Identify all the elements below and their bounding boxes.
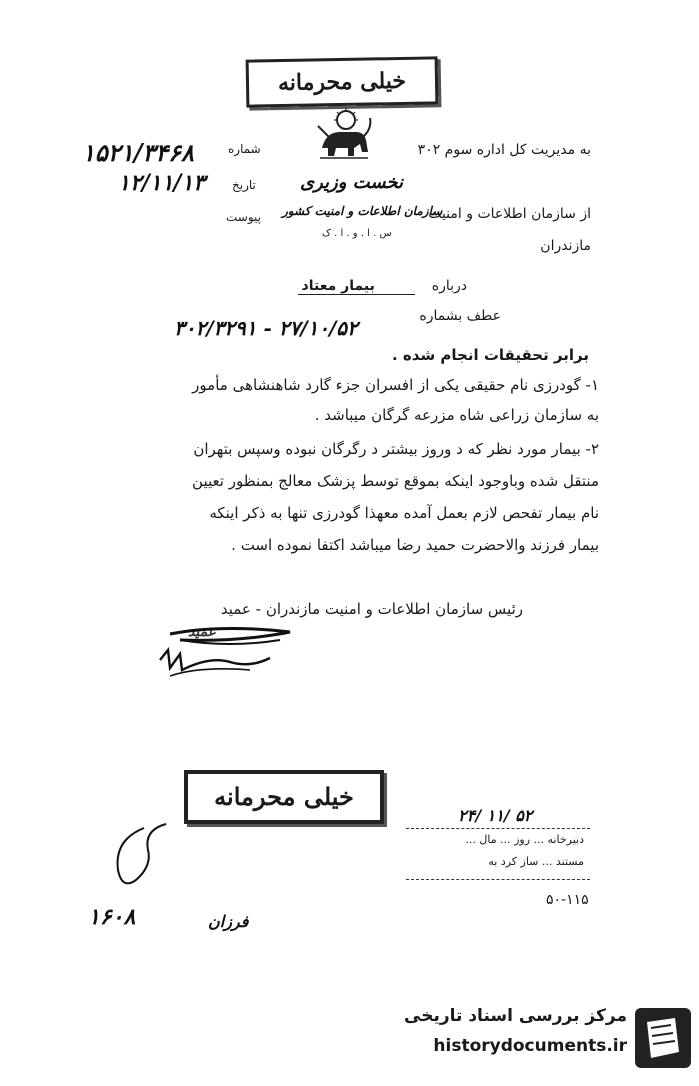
bottom-confidential-stamp <box>184 770 384 824</box>
bottom-handwritten-number: ۱۶۰۸ <box>88 904 136 930</box>
top-confidential-stamp <box>246 56 439 107</box>
document-code: ۵۰-۱۱۵ <box>546 892 589 908</box>
body-line-3: ۲- بیمار مورد نظر که د وروز بیشتر د رگرگان نبوده وسپس بتهران <box>193 440 599 458</box>
from-region: مازندران <box>540 238 591 254</box>
subject-line <box>298 278 467 294</box>
reference-label: عطف بشماره <box>419 308 501 324</box>
attachment-label: پیوست <box>226 210 261 224</box>
org-name: نخست وزیری <box>300 172 404 193</box>
handwritten-number: ۱۵۲۱/۳۴۶۸ <box>82 138 194 167</box>
receipt-received: دبیرخانه ... روز ... مال ... <box>465 833 584 846</box>
footer-date-stamp: ۲۴/ ۱۱/ ۵۲ <box>458 806 533 825</box>
handwritten-mark <box>104 820 174 900</box>
number-label: شماره <box>228 142 261 156</box>
handwritten-date: ۱۲/۱۱/۱۳ <box>118 170 205 196</box>
handwritten-signature <box>140 620 300 690</box>
org-code: س . ا . و . ا . ک <box>322 228 392 239</box>
archive-logo-icon <box>635 1008 691 1068</box>
to-line: به مدیریت کل اداره سوم ۳۰۲ <box>417 142 591 158</box>
from-line: از سازمان اطلاعات و امنیت <box>428 206 591 222</box>
bottom-handwritten-initial: فرزان <box>208 912 249 931</box>
date-label: تاریخ <box>232 178 256 192</box>
org-subtitle: سازمان اطلاعات و امنیت کشور <box>282 204 443 218</box>
archive-watermark <box>404 1000 699 1086</box>
body-line-4: منتقل شده وباوجود اینکه بموقع توسط پزشک معالج بمنظور تعیین <box>192 472 599 490</box>
subject-label: درباره <box>431 278 467 294</box>
body-line-2: به سازمان زراعی شاه مزرعه گرگان میباشد . <box>314 406 599 424</box>
body-line-5: نام بیمار تفحص لازم بعمل آمده معهذا گودرزی تنها به ذکر اینکه <box>209 504 599 522</box>
receipt-stamp <box>406 828 590 880</box>
body-line-6: بیمار فرزند والاحضرت حمید رضا میباشد اکتفا نموده است . <box>231 536 599 554</box>
archive-center-name: مرکز بررسی اسناد تاریخی <box>404 1006 627 1026</box>
reference-value: ۳۰۲/۳۲۹۱ - ۲۷/۱۰/۵۲ <box>174 316 358 340</box>
archive-url: historydocuments.ir <box>433 1036 627 1056</box>
signatory-title: رئیس سازمان اطلاعات و امنیت مازندران - عمید <box>220 600 523 618</box>
lion-and-sun-emblem <box>312 108 374 164</box>
receipt-sent: مستند ... ساز کرد به <box>488 855 584 868</box>
bottom-stamp-text: خیلی محرمانه <box>214 782 354 811</box>
top-stamp-text: خیلی محرمانه <box>277 67 407 97</box>
body-intro: برابر تحقیقات انجام شده . <box>392 346 589 364</box>
body-line-1: ۱- گودرزی نام حقیقی یکی از افسران جزء گارد شاهنشاهی مأمور <box>192 376 599 394</box>
subject-value: بیمار معتاد <box>298 278 415 295</box>
signature-initial: عمید <box>188 624 217 640</box>
